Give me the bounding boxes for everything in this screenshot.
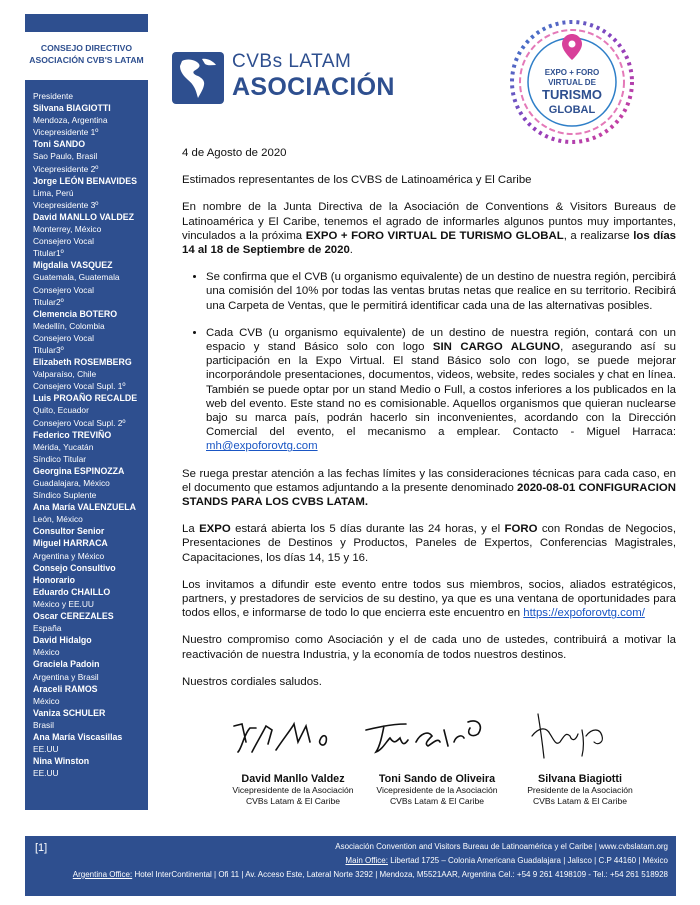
board-member-detail: Titular2º xyxy=(33,296,64,307)
board-member-name: David MANLLO VALDEZ xyxy=(33,211,135,222)
council-title-line1: CONSEJO DIRECTIVO xyxy=(40,43,133,53)
intro-text-2: , a realizarse xyxy=(563,229,634,242)
board-member-name: Ana María Viscasillas xyxy=(33,731,123,742)
board-member-detail: Consejero Vocal xyxy=(33,332,94,343)
letter-paragraph-deadlines xyxy=(182,467,676,510)
schedule-foro: FORO xyxy=(504,523,538,536)
board-member-name: Araceli RAMOS xyxy=(33,683,98,694)
signature-sando-drawing xyxy=(362,712,492,764)
board-member-detail: Titular1º xyxy=(33,248,64,259)
board-member-detail: Titular3º xyxy=(33,344,64,355)
letter-greeting: Estimados representantes de los CVBS de Latinoamérica y El Caribe xyxy=(182,174,532,187)
board-member-detail: Argentina y Brasil xyxy=(33,671,99,682)
signature-name: Silvana Biagiotti xyxy=(538,773,622,785)
deadlines-document-name: 2020-08-01 CONFIGURACION STANDS PARA LOS CVBS LATAM. xyxy=(182,481,676,509)
footer-main-office xyxy=(345,856,668,865)
letter-closing: Nuestros cordiales saludos. xyxy=(182,675,322,688)
signature-role: Vicepresidente de la Asociación xyxy=(376,785,498,795)
event-website-link[interactable]: https://expoforovtg.com/ xyxy=(523,607,645,620)
intro-text: En nombre de la Junta Directiva de la Asociación de Conventions & Visitors Bureaus de Latinoamérica y El Caribe, tenemos el agrado de informarles algunos puntos muy importantes, vinculados a la próxima xyxy=(182,201,676,242)
board-member-detail: Síndico Suplente xyxy=(33,490,97,501)
letter-paragraph-commitment: Nuestro compromiso como Asociación y el de cada uno de ustedes, contribuirá a motivar la reactivación de nuestra Industria, y la economía de todos nuestros destinos. xyxy=(182,634,676,661)
board-member-name: Eduardo CHAILLO xyxy=(33,586,111,597)
board-member-detail: Guatemala, Guatemala xyxy=(33,272,120,283)
footer-main-office-address: Libertad 1725 – Colonia Americana Guadalajara | Jalisco | C.P 44160 | México xyxy=(387,856,668,865)
board-member-detail: México y EE.UU xyxy=(33,598,94,609)
board-member-detail: México xyxy=(33,647,60,658)
board-member-name: Migdalia VASQUEZ xyxy=(33,260,113,271)
schedule-text-2: estará abierta los 5 días durante las 24 horas, y el xyxy=(230,523,505,536)
board-member-detail: Guadalajara, México xyxy=(33,478,110,488)
letter-paragraph-invitation xyxy=(182,578,676,621)
footer-bar xyxy=(25,836,676,896)
signature-role: Vicepresidente de la Asociación xyxy=(232,785,354,795)
board-member-detail: EE.UU xyxy=(33,744,59,755)
board-member-name: Jorge LEÓN BENAVIDES xyxy=(33,175,137,186)
schedule-text: La xyxy=(182,523,200,536)
badge-line2: VIRTUAL DE xyxy=(548,78,596,87)
board-member-name: Federico TREVIÑO xyxy=(33,429,112,440)
signature-block-manllo xyxy=(218,773,368,807)
board-member-name: Honorario xyxy=(33,574,76,585)
board-member-detail: Argentina y México xyxy=(33,550,105,561)
board-member-name: David Hidalgo xyxy=(33,635,92,646)
board-member-detail: Presidente xyxy=(33,91,74,101)
signature-biagiotti-drawing xyxy=(520,706,630,768)
bullet-commission: • Se confirma que el CVB (u organismo equivalente) de un destino de nuestra región, percibirá una comisión del 10% por todas las ventas brutas netas que realice en su territorio. Recibirá una Carpeta de Ventas, que le permitirá identificar cada una de las alternativas posibles. xyxy=(206,270,676,313)
board-member-detail: Mendoza, Argentina xyxy=(33,115,108,126)
schedule-text-3: con Rondas de Negocios, Presentaciones de Destinos y Productos, Paneles de Expertos, Conferencias Magistrales, Capacitaciones, los días 14, 15 y 16. xyxy=(182,523,676,564)
board-member-name: Ana María VALENZUELA xyxy=(33,502,136,513)
board-member-name: Toni SANDO xyxy=(33,139,86,150)
board-member-detail: Vicepresidente 1º xyxy=(33,127,99,138)
badge-line1: EXPO + FORO xyxy=(544,68,600,77)
council-title xyxy=(25,42,148,66)
invitation-text: Los invitamos a difundir este evento entre todos sus miembros, socios, aliados estratégicos, partners, y prestadores de servicios de su destino, ya que es una ventana de oportunidades para todos ellos, e informarse de todo lo que encierra este encuentro en xyxy=(182,578,676,620)
board-member-detail: España xyxy=(33,623,62,634)
board-member-name: Georgina ESPINOZZA xyxy=(33,465,125,476)
board-member-detail: Lima, Perú xyxy=(33,187,74,198)
board-member-name: Clemencia BOTERO xyxy=(33,308,118,319)
signature-role: Presidente de la Asociación xyxy=(527,785,633,795)
letter-date: 4 de Agosto de 2020 xyxy=(182,147,287,159)
deadlines-text: Se ruega prestar atención a las fechas límites y las consideraciones técnicas para cada caso, en el documento que estamos adjuntando a la presente denominado xyxy=(182,467,676,494)
board-member-detail: Consejero Vocal xyxy=(33,284,94,295)
footer-main-office-label: Main Office: xyxy=(345,856,388,865)
signature-org: CVBs Latam & El Caribe xyxy=(532,796,628,806)
board-member-name: Luis PROAÑO RECALDE xyxy=(33,393,138,404)
board-member-detail: Sao Paulo, Brasil xyxy=(33,151,98,162)
board-member-detail: EE.UU xyxy=(33,768,59,779)
board-member-name: Vaniza SCHULER xyxy=(33,707,106,718)
board-member-name: Miguel HARRACA xyxy=(33,538,108,549)
board-member-detail: Consejero Vocal xyxy=(33,236,94,247)
signature-block-sando xyxy=(362,773,512,807)
board-member-name: Silvana BIAGIOTTI xyxy=(33,103,111,114)
intro-text-3: . xyxy=(349,244,353,257)
board-member-detail: Quito, Ecuador xyxy=(33,405,89,416)
board-member-name: Consejo Consultivo xyxy=(33,562,116,573)
letter-bullet-list xyxy=(182,270,676,453)
board-member-detail: Vicepresidente 2º xyxy=(33,163,99,174)
board-member-name: Nina Winston xyxy=(33,756,90,767)
board-member-detail: Mérida, Yucatán xyxy=(33,441,94,452)
logo-text-cvbs: CVBs LATAM xyxy=(232,51,352,72)
signature-org: CVBs Latam & El Caribe xyxy=(389,796,485,806)
board-member-name: Elizabeth ROSEMBERG xyxy=(33,357,132,368)
badge-line4: GLOBAL xyxy=(548,104,596,116)
letter-paragraph-schedule xyxy=(182,522,676,565)
board-member-detail: Consejero Vocal Supl. 1º xyxy=(33,381,126,392)
page-number: [1] xyxy=(35,842,48,854)
sidebar-top-bar xyxy=(25,14,148,32)
letter-paragraph-intro xyxy=(182,200,676,257)
board-member-detail: Valparaíso, Chile xyxy=(33,369,97,380)
signature-manllo-drawing xyxy=(228,712,358,764)
signature-name: Toni Sando de Oliveira xyxy=(378,773,496,785)
badge-line3: TURISMO xyxy=(542,87,602,102)
board-member-detail: Consejero Vocal Supl. 2º xyxy=(33,417,126,428)
board-member-detail: Vicepresidente 3º xyxy=(33,199,99,210)
bullet-stand-text: Cada CVB (u organismo equivalente) de un destino de nuestra región, contará con un espacio y stand Básico solo con logo xyxy=(206,326,676,354)
americas-map-logo-icon xyxy=(172,52,224,104)
board-member-detail: Síndico Titular xyxy=(33,453,87,464)
footer-argentina-office-label: Argentina Office: xyxy=(72,870,133,879)
footer-association-line: Asociación Convention and Visitors Bureau de Latinoamérica y el Caribe | www.cvbslatam.org xyxy=(335,842,668,851)
signature-name: David Manllo Valdez xyxy=(241,773,345,785)
letter-body xyxy=(182,146,676,702)
footer-argentina-office xyxy=(73,870,668,879)
signature-block-biagiotti xyxy=(505,773,655,807)
bullet-stand-free: SIN CARGO ALGUNO xyxy=(432,341,561,354)
bullet-stand-text-2: , asegurando así su participación en la Expo Virtual. El stand Básico solo con logo, se puede mejorar incorporándole presentaciones, documentos, videos, website, redes sociales y chat en línea. También se puede optar por un stand Medio o Full, a costos inferiores a los publicados en la web del evento. Este stand no es comisionable. Aquellos organismos que quieran nuclearse bajo su marca país, podrán hacerlo sin inconvenientes, acordando con la Dirección Comercial del evento, el mecanismo a emplear. Contacto - Miguel Harraca: xyxy=(206,341,676,439)
council-title-line2: ASOCIACIÓN CVB'S LATAM xyxy=(29,55,144,65)
intro-event-dates: los días 14 al 18 de Septiembre de 2020 xyxy=(182,229,676,257)
board-member-detail: Medellín, Colombia xyxy=(33,320,105,331)
board-member-detail: Brasil xyxy=(33,719,54,730)
board-member-name: Oscar CEREZALES xyxy=(33,611,114,622)
board-member-detail: México xyxy=(33,695,60,706)
board-member-name: Consultor Senior xyxy=(33,526,105,537)
footer-argentina-office-address: Hotel InterContinental | Ofi 11 | Av. Acceso Este, Lateral Norte 3292 | Mendoza, M5521AAR, Argentina Cel.: +54 9 261 4198109 - Tel.: +54 261 518928 xyxy=(132,870,668,879)
intro-event-name: EXPO + FORO VIRTUAL DE TURISMO GLOBAL xyxy=(305,229,564,242)
signature-org: CVBs Latam & El Caribe xyxy=(245,796,341,806)
contact-email-link[interactable]: mh@expoforovtg.com xyxy=(206,440,318,453)
bullet-basic-stand xyxy=(206,326,676,454)
logo-text-asociacion: ASOCIACIÓN xyxy=(232,73,395,101)
board-member-name: Graciela Padoin xyxy=(33,659,100,670)
board-members-sidebar xyxy=(25,80,148,810)
expo-foro-badge-logo xyxy=(505,12,640,147)
board-member-detail: León, México xyxy=(33,514,83,525)
schedule-expo: EXPO xyxy=(199,523,231,536)
board-member-detail: Monterrey, México xyxy=(33,224,102,235)
